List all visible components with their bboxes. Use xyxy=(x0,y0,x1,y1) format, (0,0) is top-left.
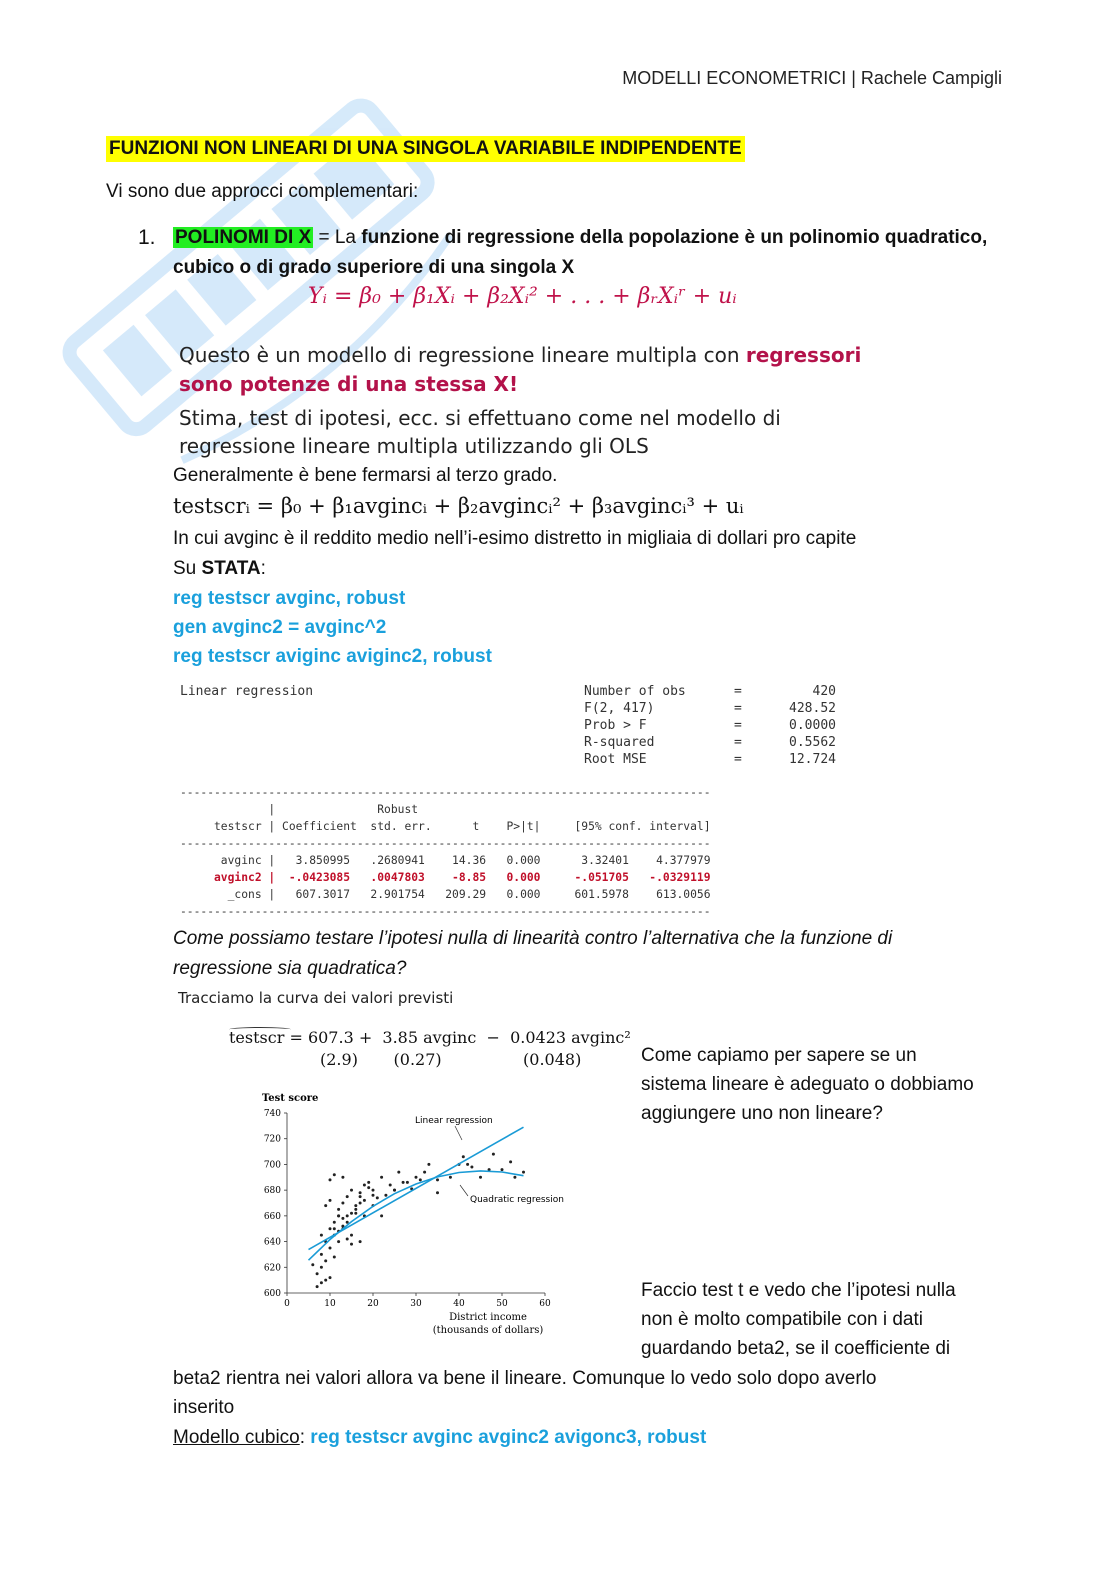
table-row: avginc | 3.850995 .2680941 14.36 0.000 3.32401 4.377979 xyxy=(180,854,711,867)
question-line-2: regressione sia quadratica? xyxy=(173,958,407,979)
data-point xyxy=(406,1181,409,1184)
data-point xyxy=(522,1171,525,1174)
data-point xyxy=(372,1194,375,1197)
data-point xyxy=(354,1204,357,1207)
data-point xyxy=(436,1191,439,1194)
data-point xyxy=(320,1281,323,1284)
data-point xyxy=(501,1168,504,1171)
x-tick-label: 30 xyxy=(410,1299,422,1309)
data-point xyxy=(341,1217,344,1220)
data-point xyxy=(316,1272,319,1275)
data-point xyxy=(359,1191,362,1194)
data-point xyxy=(449,1176,452,1179)
data-point xyxy=(346,1195,349,1198)
data-point xyxy=(333,1173,336,1176)
side-question-3: aggiungere uno non lineare? xyxy=(641,1103,883,1124)
y-tick-label: 680 xyxy=(263,1186,281,1197)
data-point xyxy=(333,1221,336,1224)
data-point xyxy=(462,1155,465,1158)
x-tick-label: 60 xyxy=(539,1299,551,1309)
polynomial-equation: Yᵢ = β₀ + β₁Xᵢ + β₂Xᵢ² + . . . + βᵣXᵢʳ + uᵢ xyxy=(308,284,737,309)
data-point xyxy=(341,1202,344,1205)
linear-regression-line xyxy=(309,1127,524,1249)
y-tick-label: 620 xyxy=(263,1263,281,1274)
stat-row: R-squared = 0.5562 xyxy=(584,735,836,750)
data-point xyxy=(333,1256,336,1259)
data-point xyxy=(380,1214,383,1217)
data-point xyxy=(367,1181,370,1184)
polinomi-label: POLINOMI DI X xyxy=(175,227,312,248)
stat-row: Root MSE = 12.724 xyxy=(584,752,836,767)
question-line-1: Come possiamo testare l’ipotesi nulla di linearità contro l’alternativa che la funzione di xyxy=(173,928,893,949)
data-point xyxy=(329,1178,332,1181)
tracciamo-text: Tracciamo la curva dei valori previsti xyxy=(178,989,454,1007)
data-point xyxy=(350,1234,353,1237)
data-point xyxy=(479,1176,482,1179)
data-point xyxy=(354,1208,357,1211)
y-tick-label: 720 xyxy=(263,1134,281,1145)
slide-line-1: Questo è un modello di regressione lineare multipla con regressori xyxy=(179,343,862,367)
data-point xyxy=(324,1279,327,1282)
data-point xyxy=(350,1243,353,1246)
data-point xyxy=(509,1160,512,1163)
side-question-1: Come capiamo per sapere se un xyxy=(641,1045,917,1066)
list-number: 1. xyxy=(138,226,156,249)
data-point xyxy=(311,1263,314,1266)
page-header: MODELLI ECONOMETRICI | Rachele Campigli xyxy=(622,68,1002,88)
data-point xyxy=(423,1171,426,1174)
side-answer-3: guardando beta2, se il coefficiente di xyxy=(641,1338,951,1359)
data-point xyxy=(419,1178,422,1181)
data-point xyxy=(415,1176,418,1179)
stata-stats xyxy=(584,683,836,768)
slide-line-3: Stima, test di ipotesi, ecc. si effettuano come nel modello di xyxy=(179,406,781,430)
y-tick-label: 740 xyxy=(263,1109,281,1119)
stata-command: reg testscr avginc, robust xyxy=(173,588,406,609)
hat-mark xyxy=(229,1027,291,1032)
data-point xyxy=(393,1189,396,1192)
stata-label: Su STATA: xyxy=(173,558,266,579)
stat-row: Prob > F = 0.0000 xyxy=(584,718,836,733)
data-point xyxy=(359,1240,362,1243)
slide-line-4: regressione lineare multipla utilizzando gli OLS xyxy=(179,434,649,458)
data-point xyxy=(384,1194,387,1197)
data-point xyxy=(333,1227,336,1230)
quadratic-regression-line xyxy=(309,1171,524,1260)
data-point xyxy=(320,1234,323,1237)
data-point xyxy=(337,1208,340,1211)
data-point xyxy=(376,1196,379,1199)
data-point xyxy=(359,1195,362,1198)
side-answer-2: non è molto compatibile con i dati xyxy=(641,1309,923,1330)
slide-line-2: sono potenze di una stessa X! xyxy=(179,372,519,396)
data-point xyxy=(337,1240,340,1243)
data-point xyxy=(320,1253,323,1256)
stata-table: ------------------------------------------------------------------------------ | Robust testscr | Coefficient std. err. t P>|t| [95% conf. interval] ------------------------------------------------------------------------------ avginc | 3.850995 .2680941 14.36 0.000 3.32401 4.377979 avginc2 | -.0423085 .0047803 -8.85 0.000 -.051705 -.0329119 _cons | 607.3017 2.901754 209.29 0.000 601.5978 613.0056 ------------------------------------------------------------------------------ xyxy=(180,786,711,918)
fitted-equation: testscr = 607.3 + 3.85 avginc − 0.0423 avginc² xyxy=(229,1028,631,1047)
stata-command: reg testscr aviginc aviginc2, robust xyxy=(173,646,492,667)
cubic-model-line: Modello cubico: reg testscr avginc avginc2 avigonc3, robust xyxy=(173,1427,707,1448)
data-point xyxy=(402,1181,405,1184)
table-row: _cons | 607.3017 2.901754 209.29 0.000 601.5978 613.0056 xyxy=(180,888,711,901)
data-point xyxy=(337,1214,340,1217)
quadratic-regression-label: Quadratic regression xyxy=(470,1195,564,1205)
x-tick-label: 20 xyxy=(367,1299,379,1309)
data-point xyxy=(346,1214,349,1217)
fitted-equation-se: (2.9) (0.27) (0.048) xyxy=(320,1050,582,1069)
list-item-text-cont: cubico o di grado superiore di una singola X xyxy=(173,257,575,278)
data-point xyxy=(363,1199,366,1202)
stat-row: Number of obs = 420 xyxy=(584,684,836,699)
stat-row: F(2, 417) = 428.52 xyxy=(584,701,836,716)
x-tick-label: 0 xyxy=(284,1299,290,1309)
data-point xyxy=(492,1153,495,1156)
data-point xyxy=(320,1266,323,1269)
data-point xyxy=(329,1227,332,1230)
side-answer-1: Faccio test t e vedo che l’ipotesi nulla xyxy=(641,1280,956,1301)
avginc-description: In cui avginc è il reddito medio nell’i-esimo distretto in migliaia di dollari pro capite xyxy=(173,528,857,549)
x-axis-label-2: (thousands of dollars) xyxy=(432,1325,544,1336)
stata-command: gen avginc2 = avginc^2 xyxy=(173,617,387,638)
data-point xyxy=(341,1176,344,1179)
y-tick-label: 640 xyxy=(263,1237,281,1248)
data-point xyxy=(470,1166,473,1169)
side-question-2: sistema lineare è adeguato o dobbiamo xyxy=(641,1074,974,1095)
y-tick-label: 600 xyxy=(263,1289,281,1299)
chart-title: Test score xyxy=(262,1093,319,1104)
data-point xyxy=(350,1212,353,1215)
quadratic-label-leader xyxy=(460,1185,468,1196)
data-point xyxy=(324,1259,327,1262)
data-point xyxy=(359,1202,362,1205)
cubic-equation: testscrᵢ = β₀ + β₁avgincᵢ + β₂avgincᵢ² + β₃avgincᵢ³ + uᵢ xyxy=(173,494,744,518)
stata-output-title: Linear regression xyxy=(180,684,314,699)
data-point xyxy=(397,1171,400,1174)
data-point xyxy=(389,1184,392,1187)
x-tick-label: 40 xyxy=(453,1299,465,1309)
data-point xyxy=(329,1247,332,1250)
generalmente-text: Generalmente è bene fermarsi al terzo grado. xyxy=(173,465,558,486)
x-axis-label-1: District income xyxy=(449,1312,527,1323)
data-point xyxy=(427,1163,430,1166)
x-tick-label: 50 xyxy=(496,1299,508,1309)
data-point xyxy=(329,1276,332,1279)
section-title: FUNZIONI NON LINEARI DI UNA SINGOLA VARIABILE INDIPENDENTE xyxy=(106,136,745,162)
data-point xyxy=(354,1212,357,1215)
data-point xyxy=(436,1178,439,1181)
data-point xyxy=(363,1184,366,1187)
data-point xyxy=(316,1285,319,1288)
y-tick-label: 700 xyxy=(263,1160,281,1171)
data-point xyxy=(380,1176,383,1179)
linear-label-leader xyxy=(455,1126,462,1140)
data-point xyxy=(367,1186,370,1189)
data-point xyxy=(329,1199,332,1202)
table-row-highlight: avginc2 | -.0423085 .0047803 -8.85 0.000 -.051705 -.0329119 xyxy=(180,871,711,884)
list-item-text: POLINOMI DI X = La funzione di regressione della popolazione è un polinomio quadratico, xyxy=(175,227,988,248)
data-point xyxy=(350,1189,353,1192)
continuation-2: inserito xyxy=(173,1397,235,1418)
y-tick-label: 660 xyxy=(263,1211,281,1222)
data-point xyxy=(324,1204,327,1207)
x-tick-label: 10 xyxy=(324,1299,336,1309)
data-point xyxy=(513,1176,516,1179)
scatter-chart xyxy=(250,1090,580,1345)
intro-text: Vi sono due approcci complementari: xyxy=(106,181,419,202)
data-point xyxy=(372,1189,375,1192)
data-point xyxy=(466,1163,469,1166)
linear-regression-label: Linear regression xyxy=(415,1116,493,1126)
data-point xyxy=(346,1238,349,1241)
continuation-1: beta2 rientra nei valori allora va bene il lineare. Comunque lo vedo solo dopo averlo xyxy=(173,1368,877,1389)
